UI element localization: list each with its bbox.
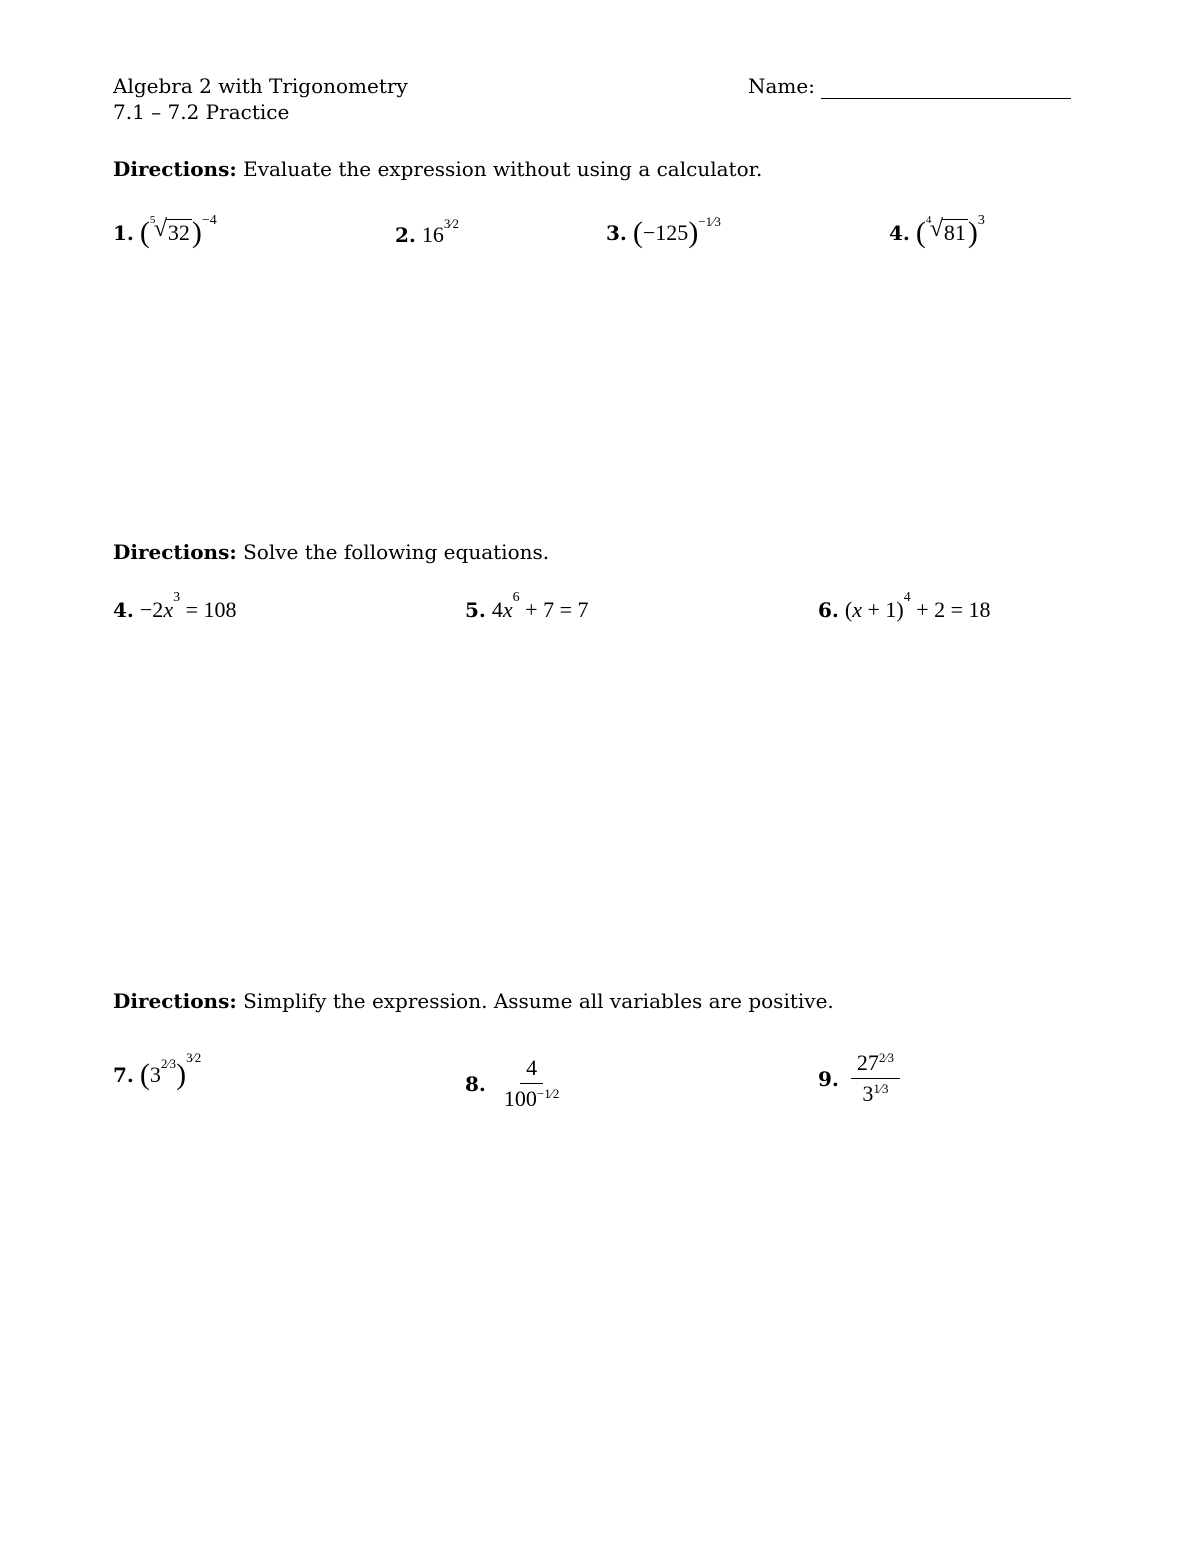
directions-text: Evaluate the expression without using a calculator.	[243, 157, 763, 181]
problem-number: 8.	[465, 1071, 486, 1096]
problem-8	[113, 1049, 202, 1091]
left-paren: (	[632, 216, 643, 249]
radical-index: 4	[925, 214, 932, 226]
denominator-exponent: 1⁄3	[873, 1081, 889, 1096]
exponent: 3⁄2	[443, 215, 460, 231]
name-blank[interactable]	[821, 80, 1071, 99]
exponent: −4	[201, 213, 217, 228]
radical-icon: √	[929, 216, 944, 242]
name-field[interactable]	[748, 73, 1071, 99]
problem-6	[465, 590, 589, 623]
lesson-title: 7.1 – 7.2 Practice	[113, 100, 290, 124]
directions-label: Directions:	[113, 989, 237, 1013]
directions-2	[113, 540, 549, 564]
denominator-base: 100	[503, 1086, 537, 1111]
left-paren: (	[915, 216, 926, 249]
fraction	[498, 1055, 566, 1112]
radical	[925, 214, 968, 246]
problem-number: 1.	[113, 221, 134, 245]
radicand: 32	[167, 220, 190, 245]
variable: x	[163, 597, 174, 622]
outer-exponent: 3⁄2	[186, 1049, 202, 1065]
exponent: 3	[173, 590, 181, 605]
exponent: 6	[512, 590, 520, 605]
coefficient: −2	[139, 597, 164, 622]
problem-9	[465, 1055, 565, 1112]
paren-open: (	[844, 597, 853, 622]
name-label: Name:	[748, 74, 815, 98]
exponent: 3	[977, 213, 985, 228]
problem-number: 4.	[113, 598, 134, 622]
denominator	[498, 1084, 566, 1112]
directions-label: Directions:	[113, 540, 237, 564]
problem-number: 5.	[465, 598, 486, 622]
problem-1	[113, 213, 217, 249]
left-paren: (	[139, 216, 150, 249]
denominator-base: 3	[862, 1081, 874, 1106]
problem-number: 6.	[818, 598, 839, 622]
problem-10	[818, 1050, 900, 1107]
base: 16	[421, 222, 444, 247]
right-paren: )	[191, 216, 202, 249]
base: −125	[642, 220, 689, 245]
directions-1	[113, 157, 762, 181]
radical-index: 5	[149, 214, 156, 226]
exponent: −1⁄3	[698, 213, 721, 229]
numerator-base: 27	[856, 1050, 879, 1075]
radical-icon: √	[153, 216, 168, 242]
right-paren: )	[176, 1058, 187, 1091]
header-left	[113, 73, 408, 125]
left-paren: (	[139, 1058, 150, 1091]
inner-exponent: 2⁄3	[160, 1055, 177, 1071]
directions-text: Solve the following equations.	[243, 540, 550, 564]
problem-number: 9.	[818, 1066, 839, 1091]
denominator	[856, 1079, 894, 1107]
directions-label: Directions:	[113, 157, 237, 181]
exponent: 4	[903, 590, 911, 605]
problem-number: 2.	[395, 223, 416, 247]
numerator	[851, 1050, 900, 1079]
problem-2	[395, 215, 460, 248]
numerator-exponent: 2⁄3	[878, 1050, 895, 1065]
problem-number: 4.	[889, 221, 910, 245]
directions-text: Simplify the expression. Assume all variables are positive.	[243, 989, 834, 1013]
problem-number: 3.	[606, 221, 627, 245]
problem-5	[113, 590, 237, 623]
variable: x	[852, 597, 862, 622]
radical	[149, 214, 192, 246]
base: 3	[149, 1062, 161, 1087]
problem-3	[606, 213, 721, 249]
paren-expr: + 1)	[861, 597, 904, 622]
right-paren: )	[967, 216, 978, 249]
rhs: + 7 = 7	[519, 597, 589, 622]
radicand: 81	[943, 220, 966, 245]
problem-7	[818, 590, 991, 623]
coefficient: 4	[491, 597, 503, 622]
variable: x	[502, 597, 513, 622]
rhs: + 2 = 18	[910, 597, 991, 622]
denominator-exponent: −1⁄2	[536, 1086, 560, 1101]
rhs: = 108	[180, 597, 237, 622]
problem-number: 7.	[113, 1063, 134, 1087]
problem-4	[889, 213, 985, 249]
course-title: Algebra 2 with Trigonometry	[113, 74, 408, 98]
directions-3	[113, 989, 834, 1013]
fraction	[851, 1050, 900, 1107]
numerator: 4	[520, 1055, 543, 1084]
right-paren: )	[688, 216, 699, 249]
